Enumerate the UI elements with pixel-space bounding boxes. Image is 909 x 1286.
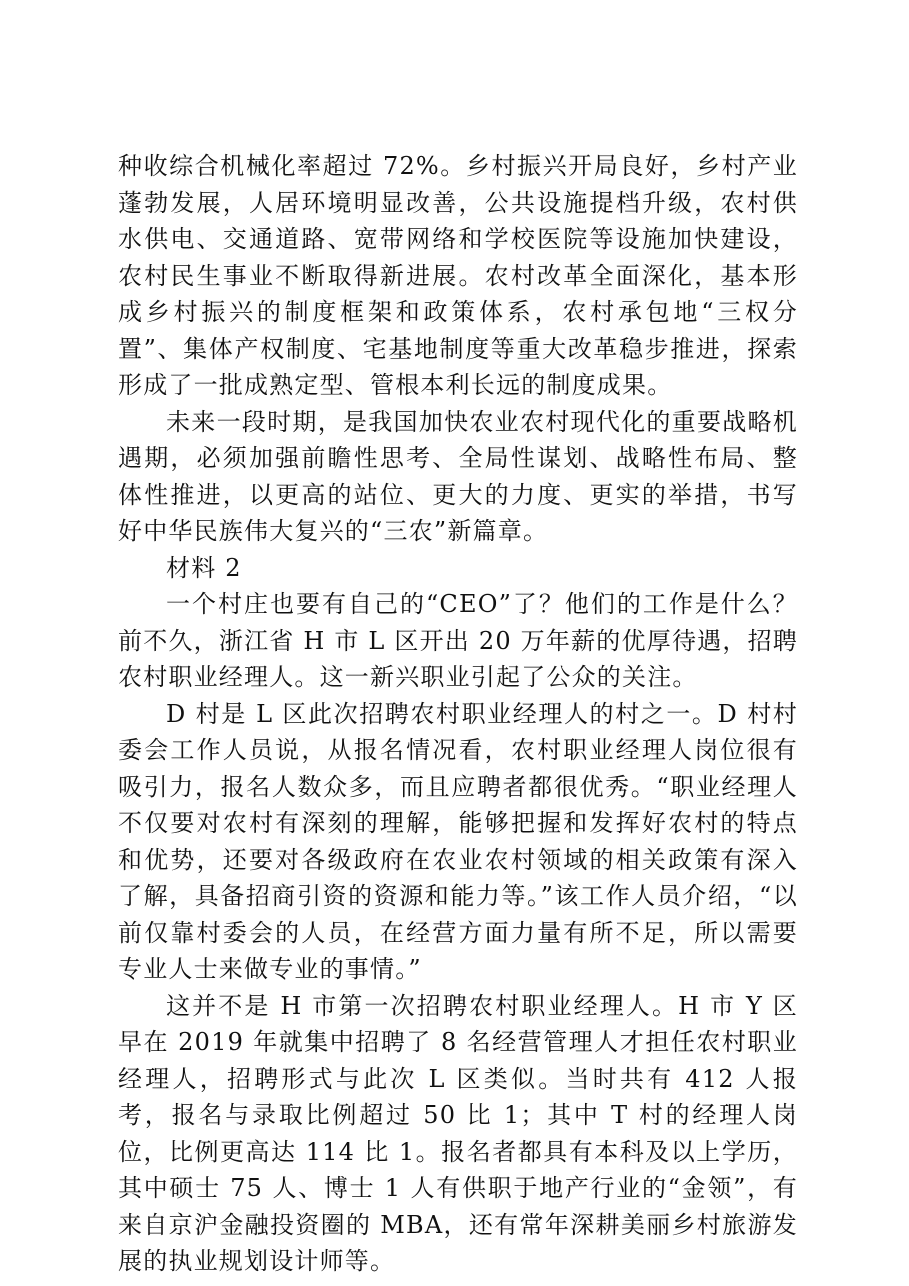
document-body [118,148,798,1280]
paragraph-future-period: 未来一段时期，是我国加快农业农村现代化的重要战略机遇期，必须加强前瞻性思考、全局性谋划、战略性布局、整体性推进，以更高的站位、更大的力度、更实的举措，书写好中华民族伟大复兴的“三农”新篇章。 [118,407,798,545]
section-heading-material-2: 材料 2 [166,553,242,582]
paragraph-d-village: D 村是 L 区此次招聘农村职业经理人的村之一。D 村村委会工作人员说，从报名情况看，农村职业经理人岗位很有吸引力，报名人数众多，而且应聘者都很优秀。“职业经理人不仅要对农村有深刻的理解，能够把握和发挥好农村的特点和优势，还要对各级政府在农业农村领域的相关政策有深入了解，具备招商引资的资源和能力等。”该工作人员介绍，“以前仅靠村委会的人员，在经营方面力量有所不足，所以需要专业人士来做专业的事情。” [118,699,798,983]
paragraph-continuation: 种收综合机械化率超过 72%。乡村振兴开局良好，乡村产业蓬勃发展，人居环境明显改善，公共设施提档升级，农村供水供电、交通道路、宽带网络和学校医院等设施加快建设，农村民生事业不断取得新进展。农村改革全面深化，基本形成乡村振兴的制度框架和政策体系，农村承包地“三权分置”、集体产权制度、宅基地制度等重大改革稳步推进，探索形成了一批成熟定型、管根本利长远的制度成果。 [118,152,798,399]
paragraph-village-ceo: 一个村庄也要有自己的“CEO”了？他们的工作是什么？前不久，浙江省 H 市 L 区开出 20 万年薪的优厚待遇，招聘农村职业经理人。这一新兴职业引起了公众的关注。 [118,590,798,691]
paragraph-y-district: 这并不是 H 市第一次招聘农村职业经理人。H 市 Y 区早在 2019 年就集中招聘了 8 名经营管理人才担任农村职业经理人，招聘形式与此次 L 区类似。当时共有 412 人报考，报名与录取比例超过 50 比 1；其中 T 村的经理人岗位，比例更高达 114 比 1。报名者都具有本科及以上学历，其中硕士 75 人、博士 1 人有供职于地产行业的“金领”，有来自京沪金融投资圈的 MBA，还有常年深耕美丽乡村旅游发展的执业规划设计师等。 [118,991,798,1275]
